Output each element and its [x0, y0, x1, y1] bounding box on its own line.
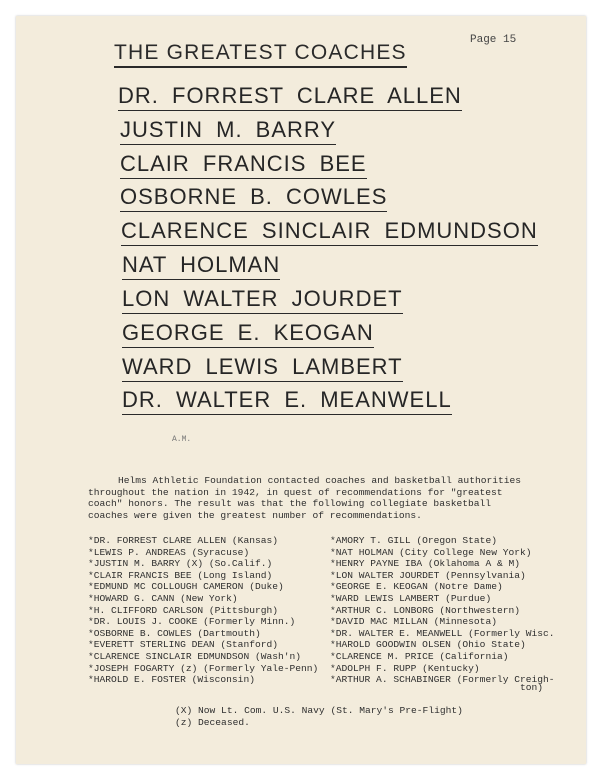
list-item: *EVERETT STERLING DEAN (Stanford) [88, 639, 278, 651]
list-item: *HAROLD E. FOSTER (Wisconsin) [88, 674, 255, 686]
page-number: Page 15 [470, 34, 517, 46]
list-item: *LEWIS P. ANDREAS (Syracuse) [88, 546, 250, 558]
coach-list-right [330, 535, 555, 686]
footnote: (X) Now Lt. Com. U.S. Navy (St. Mary's Pre-Flight) [175, 705, 463, 716]
list-item: *ADOLPH F. RUPP (Kentucky) [330, 662, 480, 674]
coach-name: WARD LEWIS LAMBERT [122, 354, 403, 382]
list-item: *JUSTIN M. BARRY (X) (So.Calif.) [88, 558, 273, 570]
list-item: *ARTHUR A. SCHABINGER (Formerly Creigh- [330, 674, 555, 686]
list-item: *WARD LEWIS LAMBERT (Purdue) [330, 592, 492, 604]
coach-name: DR. FORREST CLARE ALLEN [118, 83, 462, 111]
list-item: *AMORY T. GILL (Oregon State) [330, 535, 497, 546]
list-item: *JOSEPH FOGARTY (z) (Formerly Yale-Penn) [88, 662, 319, 674]
coach-name: OSBORNE B. COWLES [120, 184, 387, 212]
list-item: *H. CLIFFORD CARLSON (Pittsburgh) [88, 604, 278, 616]
list-item: *LON WALTER JOURDET (Pennsylvania) [330, 569, 526, 581]
list-item: *HOWARD G. CANN (New York) [88, 592, 238, 604]
intro-paragraph: Helms Athletic Foundation contacted coaches and basketball authorities throughout the nation in 1942, in quest of recommendations for "greatest coach" honors. The result was that the following collegiate basketball coaches were given the greatest number of recommendations. [88, 475, 522, 521]
coach-name: JUSTIN M. BARRY [120, 117, 336, 145]
coach-name: LON WALTER JOURDET [122, 286, 403, 314]
list-item: *ARTHUR C. LONBORG (Northwestern) [330, 604, 520, 616]
coach-list-left [88, 535, 318, 686]
list-item: *CLARENCE M. PRICE (California) [330, 650, 509, 662]
list-item: *EDMUND MC COLLOUGH CAMERON (Duke) [88, 581, 284, 593]
list-item: *DAVID MAC MILLAN (Minnesota) [330, 616, 497, 628]
footnotes [175, 705, 463, 728]
list-item: *DR. LOUIS J. COOKE (Formerly Minn.) [88, 616, 296, 628]
coach-name: CLAIR FRANCIS BEE [120, 151, 367, 179]
coach-name: GEORGE E. KEOGAN [122, 320, 374, 348]
list-item: *CLARENCE SINCLAIR EDMUNDSON (Wash'n) [88, 650, 302, 662]
list-item: *OSBORNE B. COWLES (Dartmouth) [88, 627, 261, 639]
list-item: *HAROLD GOODWIN OLSEN (Ohio State) [330, 639, 526, 651]
list-item-continuation: ton) [520, 682, 544, 693]
list-item: *CLAIR FRANCIS BEE (Long Island) [88, 569, 273, 581]
coach-name: NAT HOLMAN [122, 252, 280, 280]
coach-name: CLARENCE SINCLAIR EDMUNDSON [121, 218, 538, 246]
list-item: *HENRY PAYNE IBA (Oklahoma A & M) [330, 558, 520, 570]
page-title: THE GREATEST COACHES [114, 41, 407, 68]
footnote: (z) Deceased. [175, 716, 250, 728]
list-item: *GEORGE E. KEOGAN (Notre Dame) [330, 581, 503, 593]
list-item: *DR. FORREST CLARE ALLEN (Kansas) [88, 535, 278, 546]
typist-initials: A.M. [172, 435, 192, 444]
list-item: *NAT HOLMAN (City College New York) [330, 546, 532, 558]
coach-name: DR. WALTER E. MEANWELL [122, 387, 452, 415]
list-item: *DR. WALTER E. MEANWELL (Formerly Wisc. [330, 627, 555, 639]
